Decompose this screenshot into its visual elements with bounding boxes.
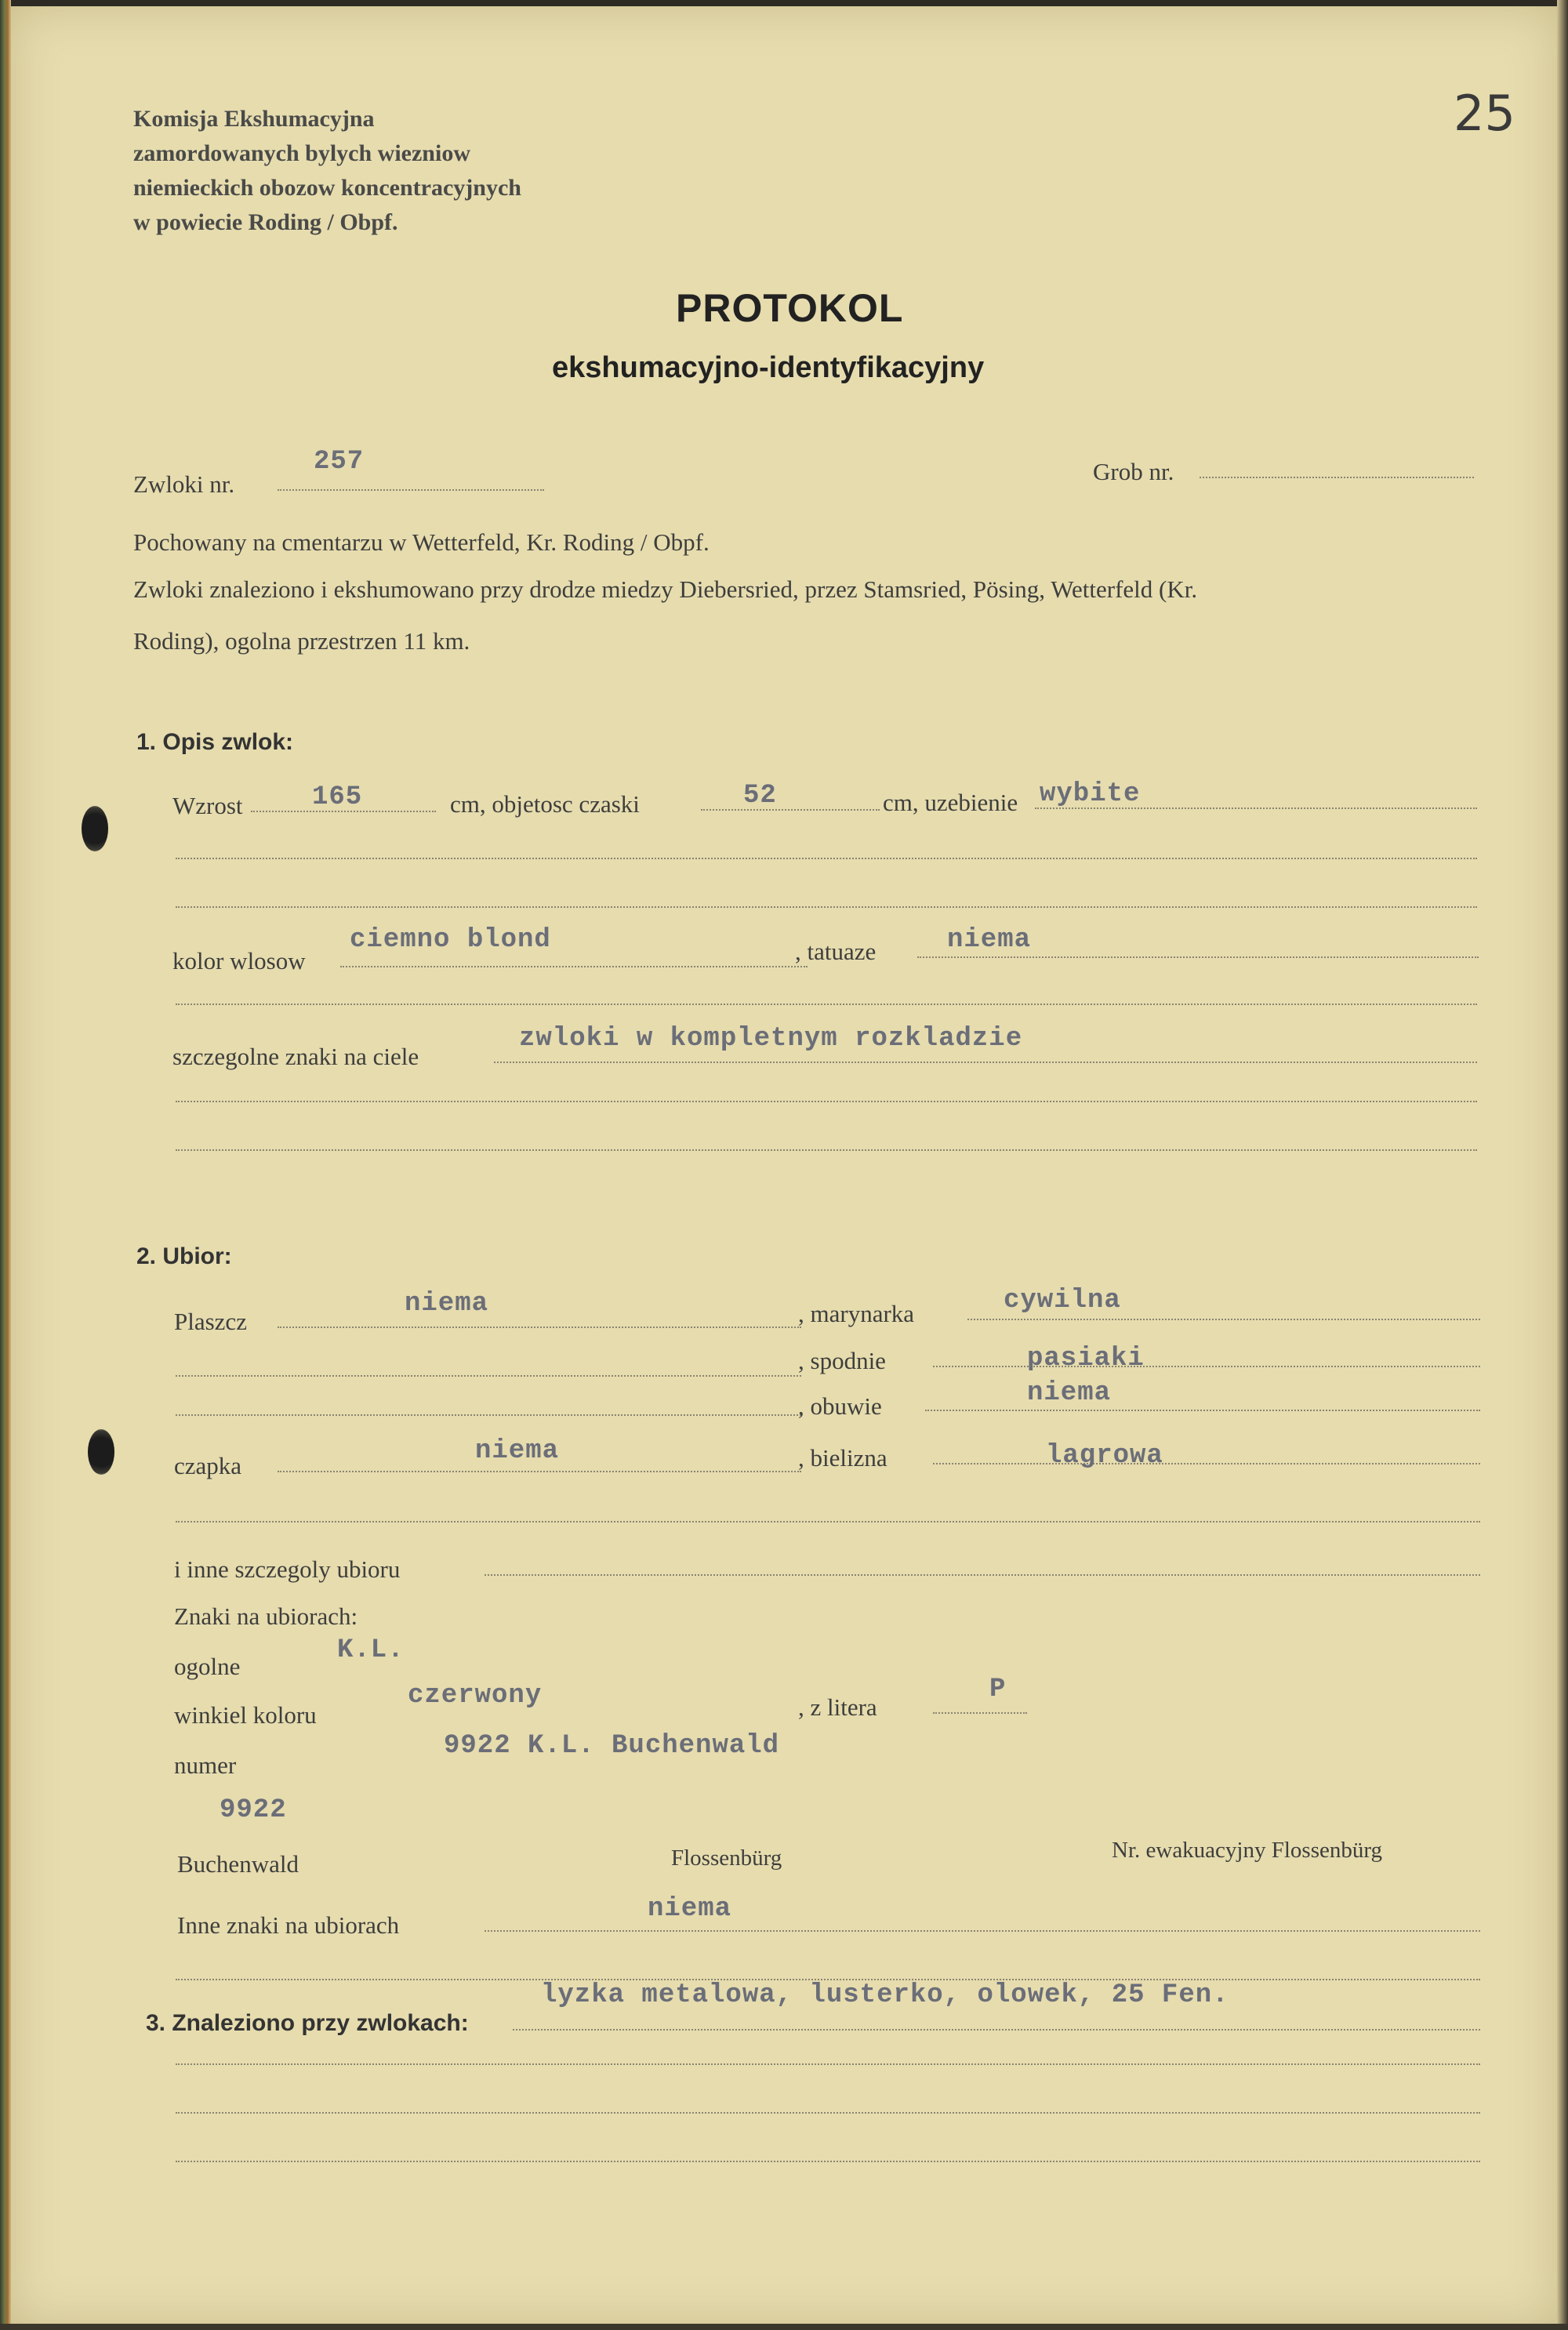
blank-line <box>176 1414 801 1416</box>
wzrost-value: 165 <box>312 782 363 812</box>
znaleziono-value: lyzka metalowa, lusterko, olowek, 25 Fen. <box>541 1980 1229 2010</box>
blank-line <box>176 858 1477 859</box>
czapka-label: czapka <box>174 1452 242 1479</box>
z-litera-label: , z litera <box>798 1693 877 1721</box>
bielizna-line <box>933 1463 1480 1464</box>
obuwie-value: niema <box>1027 1378 1112 1408</box>
objetosc-label: cm, objetosc czaski <box>450 790 640 818</box>
kolor-wlosow-label: kolor wlosow <box>172 947 306 974</box>
inne-znaki-label: Inne znaki na ubiorach <box>177 1911 400 1939</box>
pochowany-text: Pochowany na cmentarzu w Wetterfeld, Kr. Roding / Obpf. <box>133 528 710 556</box>
header-line-2: zamordowanych bylych wiezniow <box>133 140 470 166</box>
blank-line <box>176 1521 1480 1522</box>
scan-edge-left <box>0 0 11 2330</box>
z-litera-line <box>933 1712 1027 1714</box>
inne-szczegoly-label: i inne szczegoly ubioru <box>174 1555 401 1583</box>
czaski-line <box>701 809 880 811</box>
blank-line <box>176 2161 1480 2162</box>
znaki-na-ciele-value: zwloki w kompletnym rozkladzie <box>519 1024 1023 1054</box>
section-3-heading: 3. Znaleziono przy zwlokach: <box>146 2010 469 2036</box>
spodnie-label: , spodnie <box>798 1347 886 1374</box>
z-litera-value: P <box>989 1675 1007 1704</box>
numer-value: 9922 K.L. Buchenwald <box>444 1731 780 1761</box>
plaszcz-value: niema <box>405 1289 489 1319</box>
znaki-na-ciele-label: szczegolne znaki na ciele <box>172 1043 419 1070</box>
document-title: PROTOKOL <box>676 286 904 330</box>
znaleziono-text-2: Roding), ogolna przestrzen 11 km. <box>133 627 470 655</box>
plaszcz-label: Plaszcz <box>174 1308 247 1335</box>
inne-znaki-line <box>485 1930 1480 1932</box>
zwloki-value: 257 <box>314 447 365 477</box>
marynarka-label: , marynarka <box>798 1300 915 1327</box>
grob-label: Grob nr. <box>1093 458 1174 485</box>
section-2-heading: 2. Ubior: <box>136 1243 232 1269</box>
punch-hole-lower <box>88 1429 114 1475</box>
obuwie-label: , obuwie <box>798 1392 882 1420</box>
blank-line <box>176 2112 1480 2114</box>
zwloki-line <box>278 489 544 491</box>
page-number: 25 <box>1454 85 1515 142</box>
tatuaze-line <box>917 956 1479 958</box>
kolor-line <box>340 966 808 967</box>
document-subtitle: ekshumacyjno-identyfikacyjny <box>552 351 985 384</box>
znaleziono-line <box>513 2029 1480 2031</box>
zwloki-label: Zwloki nr. <box>133 470 235 498</box>
marynarka-value: cywilna <box>1004 1286 1121 1316</box>
blank-line <box>176 1375 801 1377</box>
obuwie-line <box>925 1410 1480 1411</box>
ewakuacyjny-label: Nr. ewakuacyjny Flossenbürg <box>1112 1838 1382 1863</box>
numer-label: numer <box>174 1751 237 1779</box>
header-line-3: niemieckich obozow koncentracyjnych <box>133 175 521 201</box>
kolor-wlosow-value: ciemno blond <box>350 925 551 955</box>
plaszcz-line <box>278 1327 801 1328</box>
header-line-4: w powiecie Roding / Obpf. <box>133 209 398 235</box>
grob-line <box>1200 477 1474 478</box>
tatuaze-label: , tatuaze <box>795 938 877 965</box>
section-1-heading: 1. Opis zwlok: <box>136 729 294 755</box>
bielizna-value: lagrowa <box>1046 1441 1163 1471</box>
marynarka-line <box>967 1319 1480 1320</box>
spodnie-value: pasiaki <box>1027 1344 1145 1374</box>
uzebienie-label: cm, uzebienie <box>883 789 1018 816</box>
uzebienie-value: wybite <box>1040 779 1141 809</box>
czapka-line <box>278 1471 801 1472</box>
header-line-1: Komisja Ekshumacyjna <box>133 106 375 132</box>
ogolne-value: K.L. <box>337 1635 405 1665</box>
winkiel-value: czerwony <box>408 1681 543 1711</box>
znaki-line <box>494 1062 1477 1063</box>
blank-line <box>176 1149 1477 1151</box>
znaki-na-ubiorach-label: Znaki na ubiorach: <box>174 1602 358 1630</box>
scan-edge-right <box>1557 0 1568 2330</box>
wzrost-label: Wzrost <box>172 792 243 819</box>
spodnie-line <box>933 1366 1480 1367</box>
czaski-value: 52 <box>743 781 777 811</box>
buchenwald-label: Buchenwald <box>177 1850 299 1878</box>
document-page <box>11 6 1557 2325</box>
flossenburg-label: Flossenbürg <box>671 1845 782 1871</box>
blank-line <box>176 1101 1477 1102</box>
bielizna-label: , bielizna <box>798 1444 887 1472</box>
tatuaze-value: niema <box>947 925 1032 955</box>
punch-hole-upper <box>82 806 108 851</box>
blank-line <box>176 2063 1480 2065</box>
ogolne-label: ogolne <box>174 1653 241 1680</box>
winkiel-label: winkiel koloru <box>174 1701 317 1729</box>
znaleziono-text-1: Zwloki znaleziono i ekshumowano przy drodze miedzy Diebersried, przez Stamsried, Pösing, Wetterfeld (Kr. <box>133 575 1198 603</box>
blank-line <box>176 906 1477 908</box>
numer-extra-value: 9922 <box>220 1795 287 1825</box>
scan-edge-bottom <box>0 2324 1568 2330</box>
blank-line <box>176 1003 1477 1005</box>
inne-szczegoly-line <box>485 1574 1480 1576</box>
inne-znaki-value: niema <box>648 1894 732 1924</box>
czapka-value: niema <box>475 1436 560 1466</box>
